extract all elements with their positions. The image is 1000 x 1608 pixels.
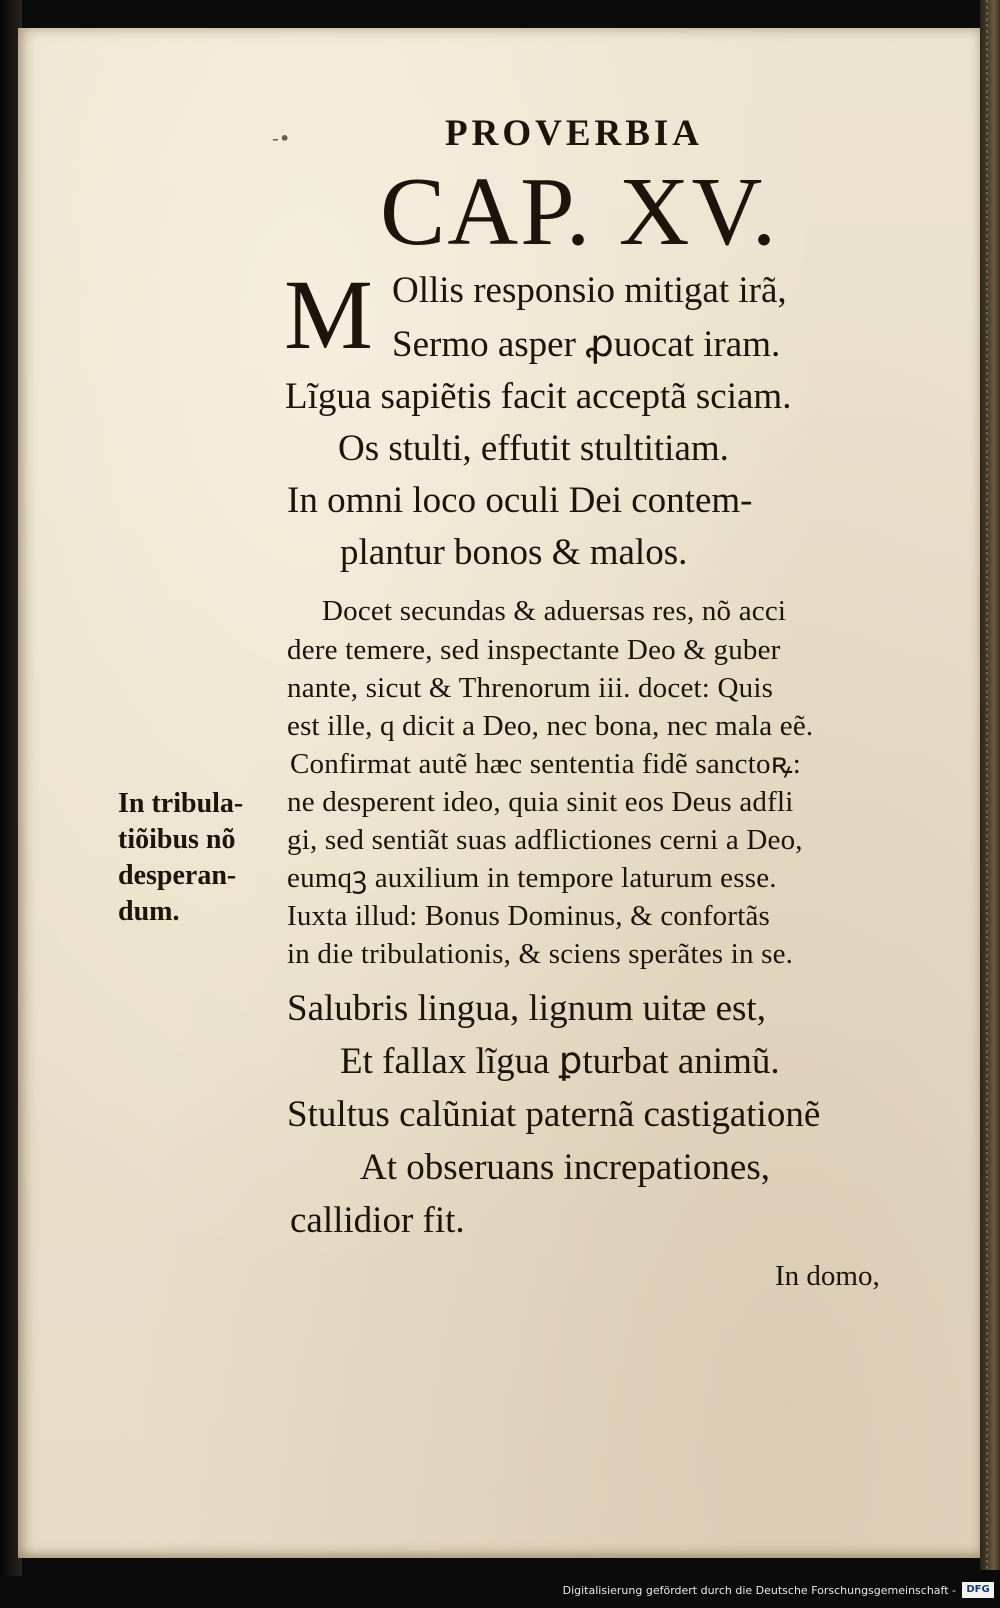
- chapter-heading: CAP. XV.: [380, 158, 779, 266]
- commentary-line: dere temere, sed inspectante Deo & guber: [287, 634, 781, 666]
- catchword: In domo,: [775, 1260, 880, 1292]
- commentary-line: gi, sed sentiãt suas adflictiones cerni a Deo,: [287, 824, 803, 856]
- commentary-line: Confirmat autẽ hæc sententia fidẽ sanctoꝶ:: [290, 748, 802, 780]
- footer-credit: Digitalisierung gefördert durch die Deutsche Forschungsgemeinschaft -: [562, 1584, 956, 1597]
- page-mark: -•: [272, 126, 291, 150]
- margin-note-line: desperan-: [118, 860, 237, 891]
- verse-line: callidior fit.: [290, 1200, 465, 1241]
- drop-cap: M: [284, 259, 373, 370]
- verse-line: Ollis responsio mitigat irã,: [392, 270, 787, 311]
- verse-line: Os stulti, effutit stultitiam.: [338, 428, 729, 469]
- running-head: PROVERBIA: [445, 113, 704, 154]
- verse-line: In omni loco oculi Dei contem-: [287, 480, 753, 521]
- verse-line: Et fallax lĩgua ꝑturbat animũ.: [340, 1041, 780, 1082]
- dfg-logo: DFG: [962, 1582, 994, 1598]
- commentary-line: Iuxta illud: Bonus Dominus, & confortãs: [287, 900, 771, 932]
- verse-line: Sermo asper ꝓuocat iram.: [392, 324, 781, 365]
- verse-line: Salubris lingua, lignum uitæ est,: [287, 988, 766, 1029]
- verse-line: Stultus calũniat paternã castigationẽ: [287, 1094, 821, 1135]
- commentary-line: ne desperent ideo, quia sinit eos Deus adfli: [287, 786, 794, 818]
- verse-line: plantur bonos & malos.: [340, 532, 688, 573]
- commentary-line: est ille, q dicit a Deo, nec bona, nec mala eẽ.: [287, 710, 814, 742]
- commentary-line: nante, sicut & Threnorum iii. docet: Quis: [287, 672, 774, 704]
- margin-note-line: tiõibus nõ: [118, 824, 236, 855]
- commentary-line: eumqꝫ auxilium in tempore laturum esse.: [287, 862, 777, 894]
- margin-note-line: In tribula-: [118, 788, 244, 819]
- margin-note-line: dum.: [118, 896, 180, 927]
- verse-line: At obseruans increpationes,: [360, 1147, 770, 1188]
- commentary-line: in die tribulationis, & sciens sperãtes in se.: [287, 938, 794, 970]
- verse-line: Lĩgua sapiẽtis facit acceptã sciam.: [285, 376, 792, 417]
- commentary-line: Docet secundas & aduersas res, nõ acci: [322, 595, 787, 627]
- page-edge: [980, 0, 1000, 1570]
